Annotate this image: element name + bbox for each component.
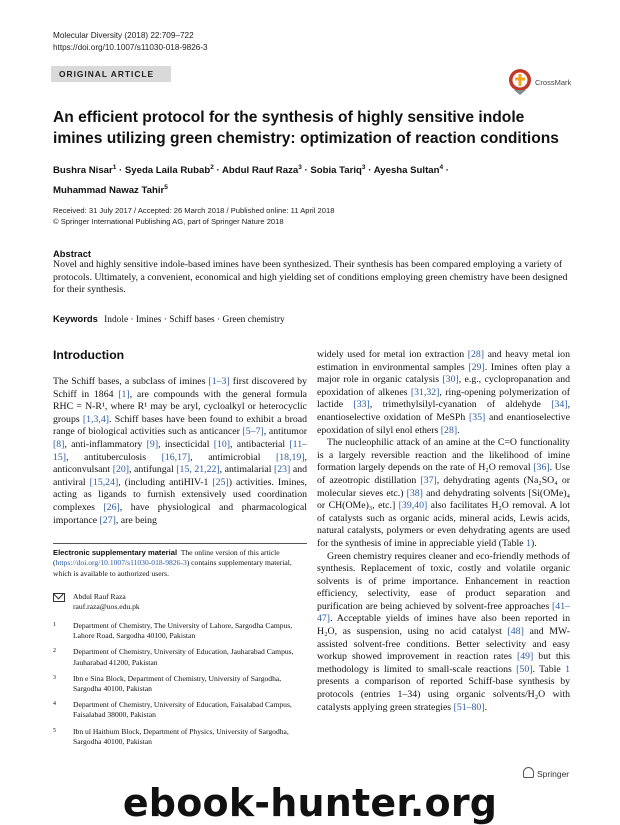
esm-label: Electronic supplementary material [53, 548, 178, 557]
citation-link[interactable]: [15, 21,22] [176, 464, 220, 476]
citation-link[interactable]: [9] [146, 438, 159, 450]
springer-horse-icon [523, 767, 534, 778]
citation-link[interactable]: [30] [442, 374, 459, 386]
citation-link[interactable]: [1] [118, 388, 130, 400]
citation-link[interactable]: 1 [526, 537, 531, 549]
envelope-icon [53, 593, 65, 602]
keywords-label: Keywords [53, 313, 98, 324]
citation-link[interactable]: [28] [440, 424, 458, 436]
citation-link[interactable]: [5–7] [242, 426, 264, 438]
journal-citation: Molecular Diversity (2018) 22:709–722 [53, 31, 194, 40]
date-history: Received: 31 July 2017 / Accepted: 26 March 2018 / Published online: 11 April 2018 [53, 206, 335, 215]
citation-link[interactable]: [38] [406, 487, 423, 499]
intro-paragraph: widely used for metal ion extraction [28] and heavy metal ion estimation in environmental samples [29]. Imines often play a major role in organic catalysis [30], e.g., cyclopropanation and epoxidation of alkenes [31,32], ring-opening polymerization of lactide [33], trimethylsilyl-cyanation of aldehyde [34], enantioselective oxidation of MeSPh [35] and enantioselective epoxidation of silyl enol ethers [28]. [317, 349, 571, 436]
author[interactable]: Syeda Laila Rubab$^2$ [124, 164, 214, 177]
intro-paragraph: The nucleophilic attack of an amine at the C=O functionality is a largely reversible reaction and the likelihood of imine formation largely depends on the rate of H₂O removal [36]. Use of azeotropic distillation [37], dehydrating agents (Na₂SO₄ or molecular sieves etc.) [38] and dehydrating solvents [Si(OMe)₄ or CH(OMe)₃, etc.] [39,40] also facilitates H₂O removal. A lot of catalysts such as organic acids, mineral acids, Lewis acids, natural catalysts, polymers or even dehydrating agents are used for the synthesis of imine in appreciable yield (Table 1). [317, 437, 571, 549]
citation-link[interactable]: [31,32] [410, 386, 440, 398]
citation-link[interactable]: [1,3,4] [82, 413, 110, 425]
author[interactable]: Muhammad Nawaz Tahir$^5$ [53, 183, 168, 196]
citation-link[interactable]: [37] [420, 474, 437, 486]
watermark: ebook-hunter.org [122, 781, 498, 825]
citation-link[interactable]: [35] [468, 411, 486, 423]
abstract-text: Novel and highly sensitive indole-based imines have been synthesized. Their synthesis has been compared employing a variety of protocols. Ultimately, a convenient, economical and high yielding set of conditions employing green chemistry have been designed for their synthesis. [53, 259, 568, 295]
corresponding-name: Abdul Rauf Raza [73, 592, 126, 601]
copyright-line: © Springer International Publishing AG, part of Springer Nature 2018 [53, 216, 284, 226]
intro-right-column [317, 349, 570, 714]
intro-paragraph: Green chemistry requires cleaner and eco-friendly methods of synthesis. Replacement of toxic, costly and volatile organic solvents is of prime importance. Enhancement in reaction efficiency, selectivity, ease of product separation and purification are being achieved by solvent-free approaches [41–47]. Acceptable yields of imines have also been reported in H₂O, as suspension, using no acid catalyst [48] and MW-assisted solvent-free conditions. Better selectivity and easy workup showed improvement in reaction rates [49] but this methodology is limited to small-scale reactions [50]. Table 1 presents a comparison of reported Schiff-base synthesis by protocols (entries 1–34) using organic solvents/H₂O with catalysts applying green strategies [51–80]. [317, 550, 571, 713]
crossmark-badge[interactable] [508, 68, 584, 98]
affiliation: 3 Ibn e Sina Block, Department of Chemistry, University of Sargodha, Sargodha 40100, Pakistan [53, 673, 282, 694]
citation-link[interactable]: [50] [516, 663, 533, 675]
citation-link[interactable]: 1 [565, 663, 571, 675]
affiliation: 5 Ibn ul Haithum Block, Department of Physics, University of Sargodha, Sargodha 40100, Pakistan [53, 726, 289, 746]
citation-link[interactable]: [23] [273, 464, 291, 476]
publisher-logo: Springer [523, 767, 569, 779]
author[interactable]: Bushra Nisar$^1$ [53, 164, 117, 177]
citation-link[interactable]: [20] [112, 464, 130, 476]
corresponding-author [53, 592, 307, 612]
footnote-divider [53, 543, 307, 544]
intro-left-column [53, 376, 307, 527]
author[interactable]: Abdul Rauf Raza$^3$ [221, 164, 302, 177]
citation-link[interactable]: [36] [533, 462, 550, 474]
affiliation: 2 Department of Chemistry, University of Education, Jauharabad Campus, Jauharabad 41200, Pakistan [53, 647, 294, 667]
citation-link[interactable]: [11–15] [53, 438, 307, 463]
citation-link[interactable]: [34] [551, 399, 568, 411]
introduction-heading: Introduction [53, 348, 125, 362]
citation-link[interactable]: [41–47] [317, 600, 570, 625]
citation-link[interactable]: [48] [507, 626, 524, 638]
citation-link[interactable]: [25] [212, 476, 229, 488]
journal-doi[interactable]: https://doi.org/10.1007/s11030-018-9826-3 [53, 42, 208, 52]
article-title: An efficient protocol for the synthesis of highly sensitive indole imines utilizing green chemistry: optimization of reaction conditions [53, 109, 559, 147]
citation-link[interactable]: [15,24] [89, 476, 119, 488]
keywords [53, 313, 285, 325]
abstract-heading: Abstract [53, 248, 92, 259]
affiliation: 1 Department of Chemistry, The University of Lahore, Sargodha Campus, Lahore Road, Sargodha 40100, Pakistan [53, 621, 293, 641]
intro-paragraph: The Schiff bases, a subclass of imines [1–3] first discovered by Schiff in 1864 [1], are compounds with the general formula RHC = N-R¹, where R¹ may be aryl, cycloalkyl or heterocyclic groups [1,3,4]. Schiff bases have been found to exhibit a broad range of biological activities such as anticancer [5–7], antitumor [8], anti-inflammatory [9], insecticidal [10], antibacterial [11–15], antituberculosis [16,17], antimicrobial [18,19], anticonvulsant [20], antifungal [15, 21,22], antimalarial [23] and antiviral [15,24], (including antiHIV-1 [25]) activities. Imines, acting as ligands to furnish extensively used coordination complexes [26], have physiological and pharmacological importance [27], are being [53, 376, 308, 526]
author[interactable]: Sobia Tariq$^3$ [310, 164, 366, 177]
supplementary-note: Electronic supplementary material The online version of this article (https://doi.org/10.1007/s11030-018-9826-3) contains supplementary material, which is available to authorized users. [53, 548, 292, 578]
crossmark-label: CrossMark [535, 78, 572, 87]
citation-link[interactable]: [18,19] [275, 451, 305, 463]
citation-link[interactable]: [16,17] [161, 451, 191, 463]
citation-link[interactable]: [27] [99, 514, 116, 526]
author[interactable]: Ayesha Sultan$^4$ [373, 164, 444, 177]
citation-link[interactable]: [8] [53, 438, 65, 450]
citation-link[interactable]: [49] [516, 651, 534, 663]
affiliation-list [53, 621, 307, 753]
citation-link[interactable]: [26] [103, 501, 120, 513]
keywords-text: Indole · Imines · Schiff bases · Green chemistry [104, 315, 285, 325]
publication-dates [53, 206, 573, 227]
corresponding-email[interactable]: rauf.raza@uos.edu.pk [73, 602, 140, 612]
journal-header [53, 30, 208, 53]
esm-link[interactable]: https://doi.org/10.1007/s11030-018-9826-3 [55, 558, 187, 568]
citation-link[interactable]: [1–3] [208, 376, 230, 387]
author-list: Bushra Nisar$^1$ · Syeda Laila Rubab$^2$ · Abdul Rauf Raza$^3$ · Sobia Tariq$^3$ · Ayesha Sultan$^4$ · Muhammad Nawaz Tahir$^5$ [53, 164, 449, 196]
article-type-banner: ORIGINAL ARTICLE [51, 66, 171, 82]
citation-link[interactable]: [28] [467, 349, 485, 360]
citation-link[interactable]: [33] [353, 399, 370, 411]
citation-link[interactable]: [39,40] [398, 500, 428, 512]
citation-link[interactable]: [10] [213, 438, 231, 450]
citation-link[interactable]: [29] [468, 361, 485, 373]
citation-link[interactable]: [51–80] [453, 701, 485, 713]
affiliation: 4 Department of Chemistry, University of Education, Faisalabad Campus, Faisalabad 38000, Pakistan [53, 700, 292, 720]
crossmark-icon [508, 68, 532, 96]
